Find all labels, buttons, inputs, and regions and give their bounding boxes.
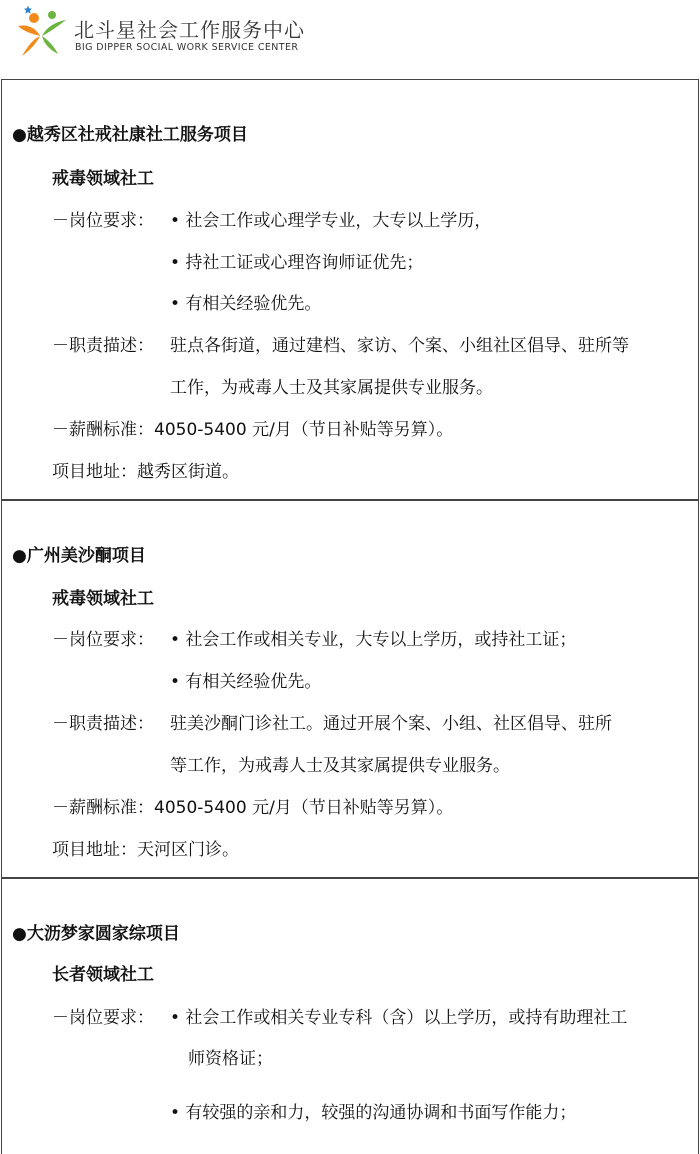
project-title: ●大沥梦家圆家综项目	[12, 924, 180, 944]
org-name-en: BIG DIPPER SOCIAL WORK SERVICE CENTER	[75, 42, 299, 53]
job-role: 长者领域社工	[52, 965, 154, 985]
duties-label: －职责描述：	[52, 336, 154, 356]
requirements-label: －岗位要求：	[52, 630, 154, 650]
requirement-item-continued: 师资格证；	[188, 1049, 273, 1069]
requirement-item: • 有相关经验优先。	[170, 294, 322, 314]
duty-line: 工作，为戒毒人士及其家属提供专业服务。	[170, 378, 493, 398]
duty-line: 等工作，为戒毒人士及其家属提供专业服务。	[170, 756, 510, 776]
project-title: ●广州美沙酮项目	[12, 546, 146, 566]
address-line: 项目地址：越秀区街道。	[52, 462, 239, 482]
address-line: 项目地址：天河区门诊。	[52, 840, 239, 860]
project-section	[1, 79, 699, 501]
job-role: 戒毒领域社工	[52, 169, 154, 189]
project-section	[1, 499, 699, 879]
project-section	[1, 877, 699, 1154]
duty-line: 驻点各街道，通过建档、家访、个案、小组社区倡导、驻所等	[170, 336, 629, 356]
job-role: 戒毒领域社工	[52, 589, 154, 609]
requirement-item: • 社会工作或心理学专业，大专以上学历，	[170, 211, 492, 231]
duties-label: －职责描述：	[52, 714, 154, 734]
project-title: ●越秀区社戒社康社工服务项目	[12, 125, 248, 145]
duty-line: 驻美沙酮门诊社工。通过开展个案、小组、社区倡导、驻所	[170, 714, 612, 734]
big-dipper-logo-icon	[14, 6, 70, 58]
salary-line: －薪酬标准：4050-5400 元/月（节日补贴等另算）。	[52, 420, 454, 440]
header	[0, 0, 700, 80]
requirements-label: －岗位要求：	[52, 211, 154, 231]
requirement-item: • 持社工证或心理咨询师证优先；	[170, 253, 424, 273]
requirement-item: • 社会工作或相关专业专科（含）以上学历，或持有助理社工	[170, 1008, 628, 1028]
salary-line: －薪酬标准：4050-5400 元/月（节日补贴等另算）。	[52, 798, 454, 818]
requirement-item: • 社会工作或相关专业，大专以上学历，或持社工证；	[170, 630, 577, 650]
requirement-item: • 有相关经验优先。	[170, 672, 322, 692]
org-name-cn: 北斗星社会工作服务中心	[74, 18, 305, 42]
requirement-item: • 有较强的亲和力，较强的沟通协调和书面写作能力；	[170, 1103, 577, 1123]
requirements-label: －岗位要求：	[52, 1008, 154, 1028]
